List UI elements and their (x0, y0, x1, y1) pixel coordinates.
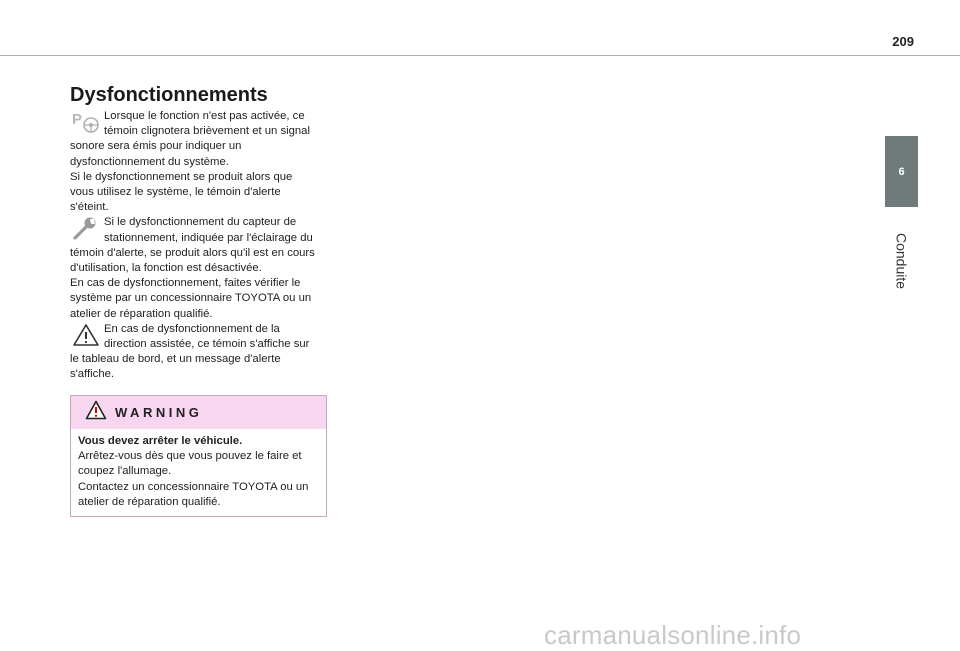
warning-line: Contactez un concessionnaire TOYOTA ou un (78, 480, 309, 493)
warning-triangle-icon (85, 400, 107, 425)
page-number: 209 (892, 34, 914, 49)
paragraph-line: En cas de dysfonctionnement de la (104, 322, 280, 335)
paragraph-power-steering (70, 322, 332, 383)
chapter-title-text: Conduite (893, 232, 910, 290)
paragraph-line: stationnement, indiquée par l'éclairage du (104, 231, 313, 244)
section-title: Dysfonctionnements (70, 84, 268, 106)
paragraph-line: dysfonctionnement du système. (70, 155, 229, 168)
chapter-tab[interactable] (885, 136, 918, 207)
warning-line: Arrêtez-vous dès que vous pouvez le faire et (78, 450, 302, 463)
warning-line: coupez l'allumage. (78, 465, 172, 478)
paragraph-line: atelier de réparation qualifié. (70, 307, 213, 320)
paragraph-line: témoin d'alerte, se produit alors qu'il est en cours (70, 246, 315, 259)
paragraph-line: Lorsque le fonction n'est pas activée, ce (104, 110, 305, 122)
paragraph-line: témoin clignotera brièvement et un signal (104, 125, 310, 138)
header-divider (0, 55, 960, 56)
paragraph-line: d'utilisation, la fonction est désactivée. (70, 262, 262, 275)
paragraph-line: le tableau de bord, et un message d'alerte (70, 353, 281, 366)
paragraph-line: Si le dysfonctionnement se produit alors que (70, 170, 293, 183)
warning-box (70, 395, 327, 517)
body-text (70, 109, 332, 383)
paragraph-line: direction assistée, ce témoin s'affiche sur (104, 338, 310, 351)
paragraph-line: système par un concessionnaire TOYOTA ou un (70, 292, 312, 305)
paragraph-line: vous utilisez le système, le témoin d'alerte (70, 186, 281, 199)
watermark: carmanualsonline.info (544, 620, 802, 650)
warning-body (71, 429, 326, 510)
warning-line: atelier de réparation qualifié. (78, 495, 221, 508)
paragraph-line: s'éteint. (70, 201, 109, 214)
chapter-title (885, 216, 918, 306)
paragraph-parking-sensor (70, 109, 332, 215)
warning-triangle-icon (70, 323, 102, 349)
paragraph-line: s'affiche. (70, 368, 115, 381)
parking-sensor-steering-icon (70, 110, 102, 136)
warning-label: WARNING (115, 405, 203, 420)
paragraph-line: Si le dysfonctionnement du capteur de (104, 216, 297, 229)
paragraph-line: sonore sera émis pour indiquer un (70, 140, 242, 153)
paragraph-line: En cas de dysfonctionnement, faites vérifier le (70, 277, 301, 290)
paragraph-sensor-malfunction (70, 215, 332, 321)
wrench-icon (70, 216, 102, 242)
svg-text:P: P (72, 111, 83, 128)
chapter-number: 6 (898, 165, 905, 178)
warning-heading: Vous devez arrêter le véhicule. (78, 435, 243, 447)
warning-header (71, 396, 326, 429)
